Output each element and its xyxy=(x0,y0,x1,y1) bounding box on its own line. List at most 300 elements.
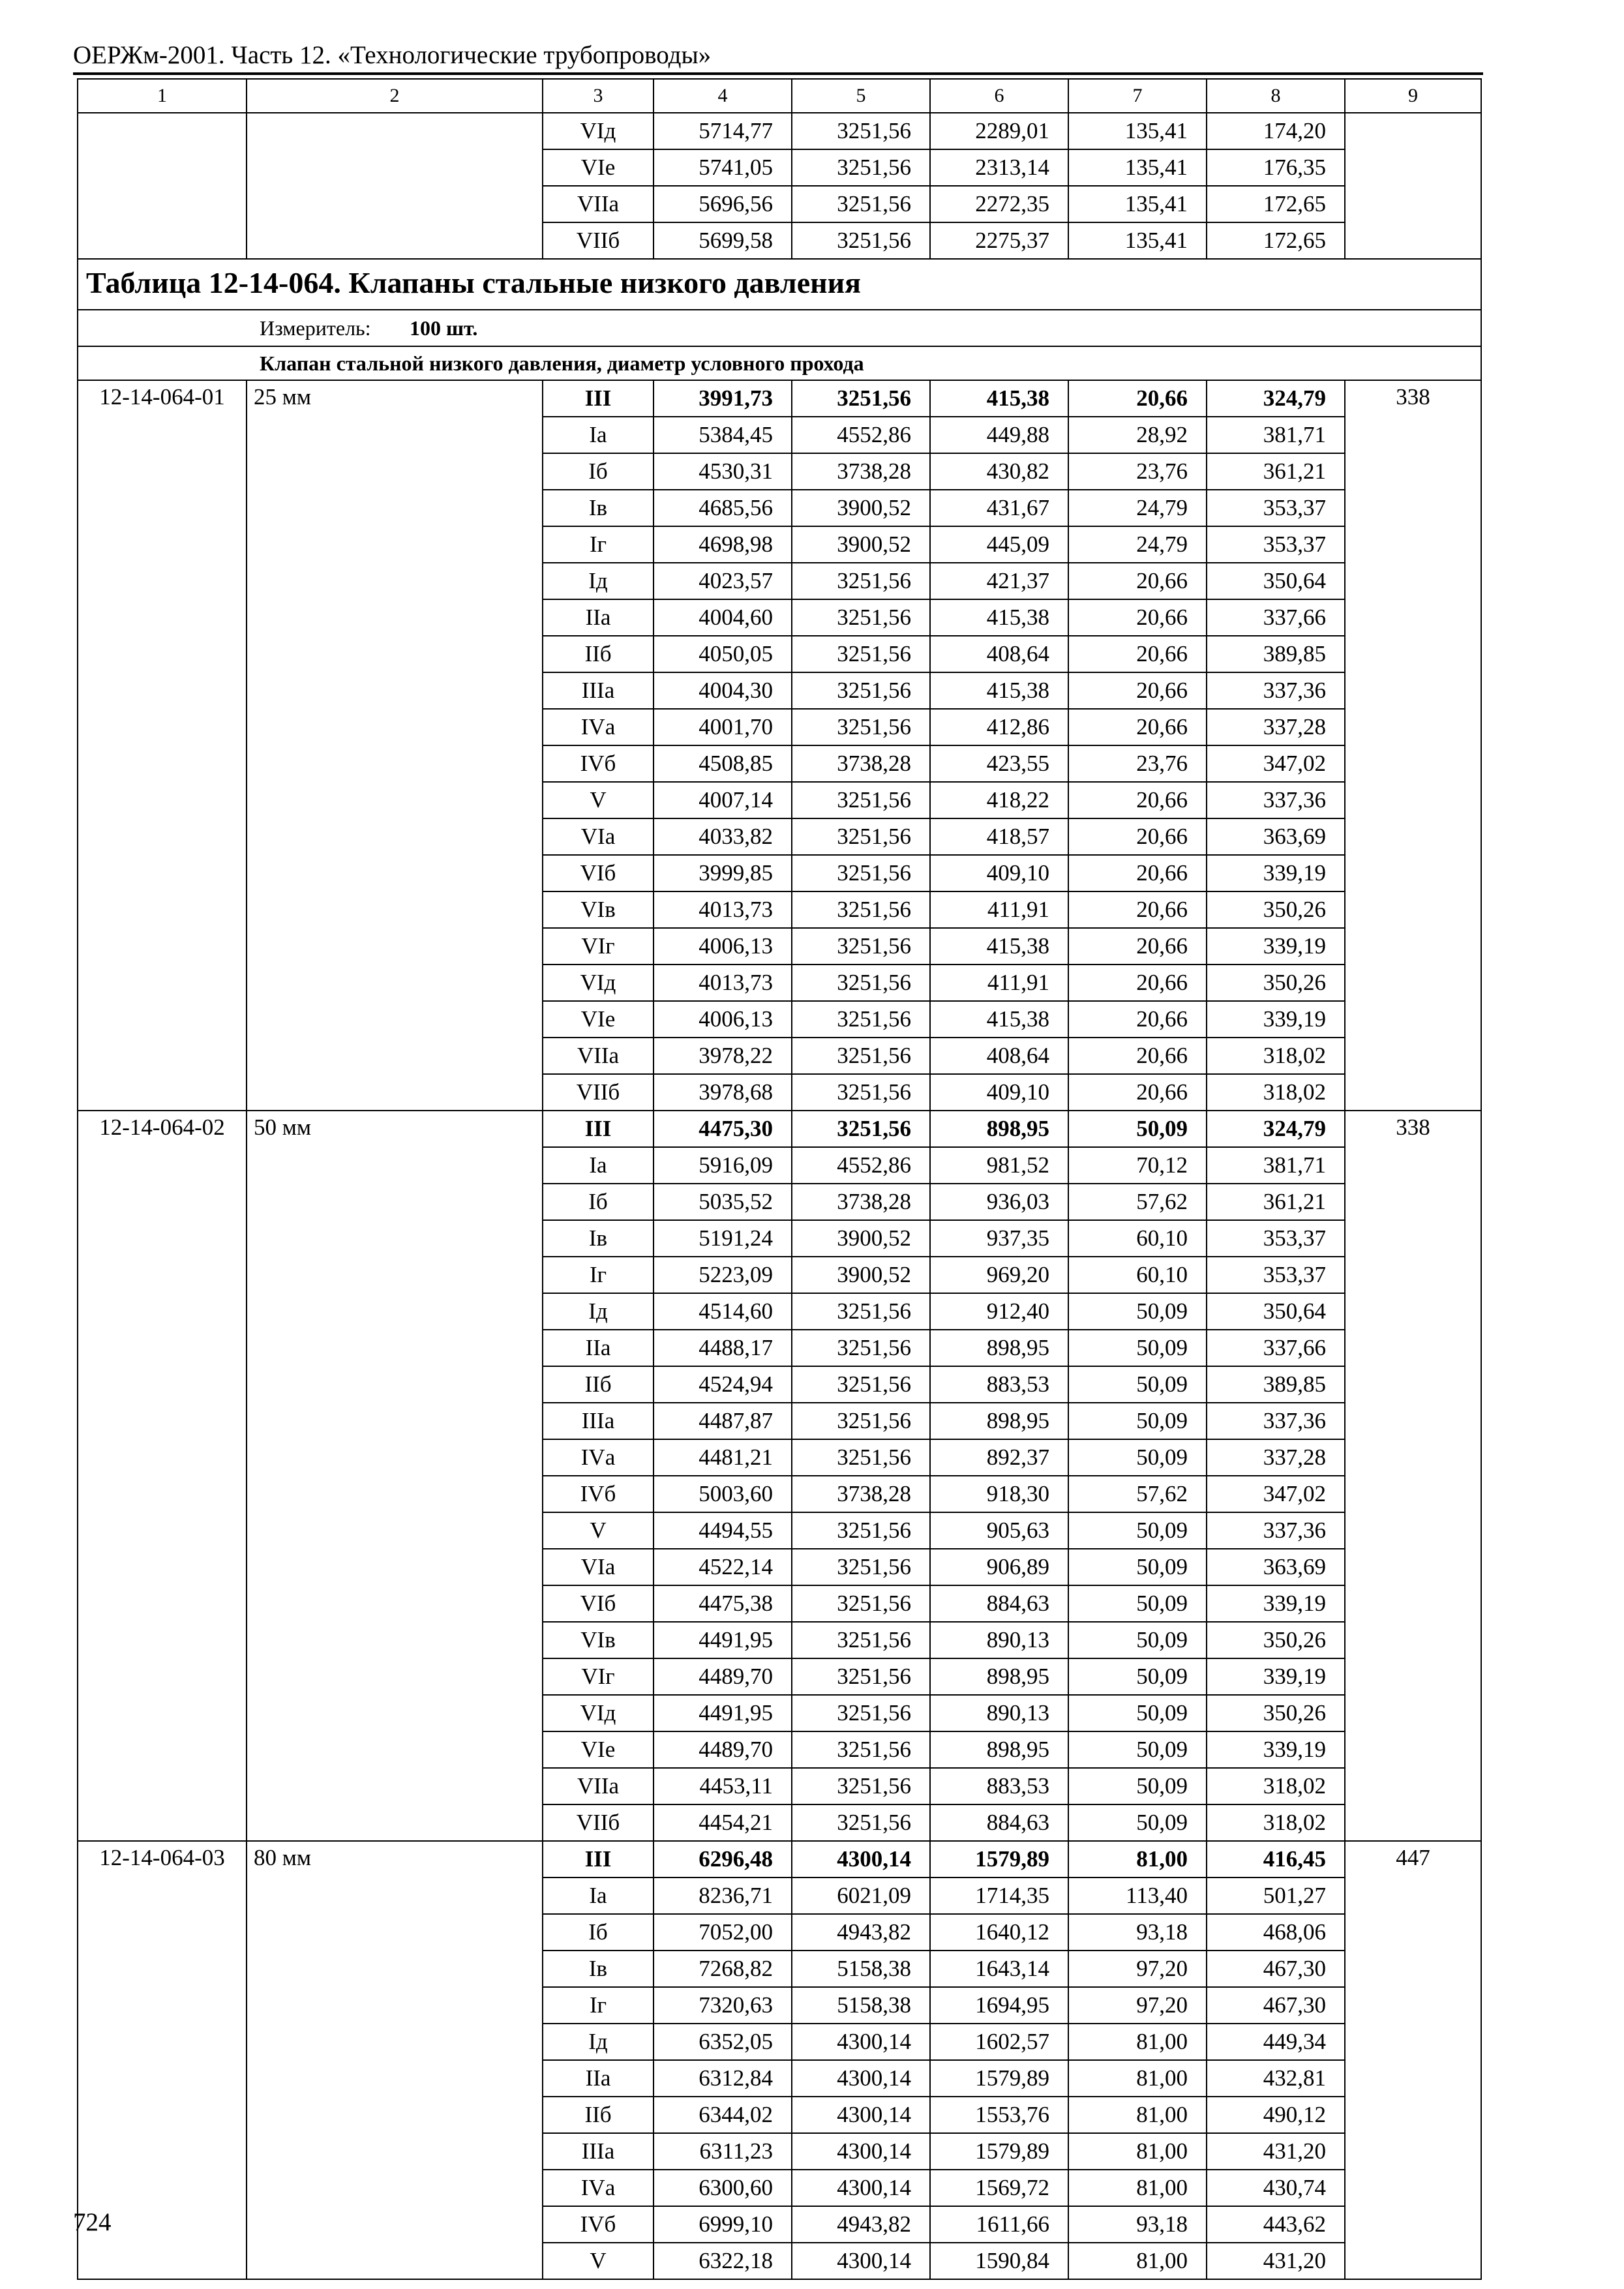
value-cell: 5158,38 xyxy=(792,1951,930,1987)
zone-cell: Iг xyxy=(543,1987,654,2024)
zone-cell: III xyxy=(543,1111,654,1147)
value-cell: 81,00 xyxy=(1068,2243,1207,2279)
value-cell: 898,95 xyxy=(930,1731,1068,1768)
zone-cell: VIг xyxy=(543,1658,654,1695)
header-rule xyxy=(73,72,1483,75)
value-cell: 4488,17 xyxy=(654,1330,792,1366)
value-cell: 353,37 xyxy=(1207,1257,1345,1293)
value-cell: 3251,56 xyxy=(792,380,930,417)
zone-cell: IIIа xyxy=(543,1403,654,1439)
value-cell: 172,65 xyxy=(1207,186,1345,222)
zone-cell: VIIа xyxy=(543,1768,654,1804)
zone-cell: Iд xyxy=(543,563,654,599)
zone-cell: IVа xyxy=(543,1439,654,1476)
value-cell: 415,38 xyxy=(930,672,1068,709)
value-cell: 50,09 xyxy=(1068,1658,1207,1695)
zone-cell: VIе xyxy=(543,1731,654,1768)
value-cell: 50,09 xyxy=(1068,1403,1207,1439)
value-cell: 337,36 xyxy=(1207,782,1345,818)
value-cell: 20,66 xyxy=(1068,1038,1207,1074)
value-cell: 884,63 xyxy=(930,1804,1068,1841)
value-cell: 3251,56 xyxy=(792,1403,930,1439)
value-cell: 6021,09 xyxy=(792,1878,930,1914)
zone-cell: VIа xyxy=(543,818,654,855)
value-cell: 918,30 xyxy=(930,1476,1068,1512)
value-cell: 4023,57 xyxy=(654,563,792,599)
value-cell: 50,09 xyxy=(1068,1622,1207,1658)
value-cell: 339,19 xyxy=(1207,1658,1345,1695)
value-cell: 6322,18 xyxy=(654,2243,792,2279)
value-cell: 50,09 xyxy=(1068,1585,1207,1622)
value-cell: 135,41 xyxy=(1068,149,1207,186)
value-cell: 337,66 xyxy=(1207,599,1345,636)
value-cell: 3991,73 xyxy=(654,380,792,417)
zone-cell: Iг xyxy=(543,526,654,563)
value-cell: 3251,56 xyxy=(792,965,930,1001)
zone-cell: Iг xyxy=(543,1257,654,1293)
value-cell: 4698,98 xyxy=(654,526,792,563)
value-cell: 4300,14 xyxy=(792,2133,930,2170)
value-cell: 20,66 xyxy=(1068,380,1207,417)
zone-cell: Iд xyxy=(543,2024,654,2060)
value-cell: 20,66 xyxy=(1068,1001,1207,1038)
value-cell: 3251,56 xyxy=(792,855,930,891)
value-cell: 5003,60 xyxy=(654,1476,792,1512)
zone-cell: VIд xyxy=(543,1695,654,1731)
column-number: 3 xyxy=(543,79,654,113)
value-cell: 4453,11 xyxy=(654,1768,792,1804)
value-cell: 411,91 xyxy=(930,891,1068,928)
value-cell: 3251,56 xyxy=(792,1111,930,1147)
value-cell: 1714,35 xyxy=(930,1878,1068,1914)
value-cell: 3251,56 xyxy=(792,1512,930,1549)
value-cell: 6999,10 xyxy=(654,2206,792,2243)
value-cell: 81,00 xyxy=(1068,2170,1207,2206)
value-cell: 318,02 xyxy=(1207,1074,1345,1111)
value-cell: 411,91 xyxy=(930,965,1068,1001)
value-cell: 3251,56 xyxy=(792,1622,930,1658)
running-header: ОЕРЖм-2001. Часть 12. «Технологические трубопроводы» xyxy=(73,41,712,69)
value-cell: 3251,56 xyxy=(792,222,930,259)
value-cell: 363,69 xyxy=(1207,818,1345,855)
value-cell: 1590,84 xyxy=(930,2243,1068,2279)
value-cell: 415,38 xyxy=(930,1001,1068,1038)
zone-cell: V xyxy=(543,1512,654,1549)
rate-code: 12-14-064-02 xyxy=(78,1111,247,1841)
subheading-row xyxy=(78,346,1481,380)
zone-cell: III xyxy=(543,1841,654,1878)
value-cell: 4685,56 xyxy=(654,490,792,526)
value-cell: 4475,30 xyxy=(654,1111,792,1147)
value-cell: 415,38 xyxy=(930,599,1068,636)
value-cell: 20,66 xyxy=(1068,928,1207,965)
value-cell: 337,66 xyxy=(1207,1330,1345,1366)
value-cell: 3978,68 xyxy=(654,1074,792,1111)
value-cell: 4001,70 xyxy=(654,709,792,745)
value-cell: 431,67 xyxy=(930,490,1068,526)
value-cell: 443,62 xyxy=(1207,2206,1345,2243)
unit-row xyxy=(78,310,1481,346)
value-cell: 6311,23 xyxy=(654,2133,792,2170)
zone-cell: IVб xyxy=(543,1476,654,1512)
value-cell: 892,37 xyxy=(930,1439,1068,1476)
value-cell: 5714,77 xyxy=(654,113,792,149)
value-cell: 20,66 xyxy=(1068,709,1207,745)
zone-cell: Iд xyxy=(543,1293,654,1330)
value-cell: 81,00 xyxy=(1068,2133,1207,2170)
zone-cell: VIг xyxy=(543,928,654,965)
value-cell: 361,21 xyxy=(1207,1184,1345,1220)
value-cell: 3251,56 xyxy=(792,928,930,965)
value-cell: 389,85 xyxy=(1207,1366,1345,1403)
value-cell: 23,76 xyxy=(1068,745,1207,782)
zone-cell: VIIб xyxy=(543,1074,654,1111)
value-cell: 5158,38 xyxy=(792,1987,930,2024)
value-cell: 4487,87 xyxy=(654,1403,792,1439)
value-cell: 981,52 xyxy=(930,1147,1068,1184)
zone-cell: VIв xyxy=(543,1622,654,1658)
value-cell: 4943,82 xyxy=(792,1914,930,1951)
col9-cell: 338 xyxy=(1345,1111,1481,1841)
value-cell: 3251,56 xyxy=(792,891,930,928)
value-cell: 174,20 xyxy=(1207,113,1345,149)
value-cell: 1643,14 xyxy=(930,1951,1068,1987)
value-cell: 4530,31 xyxy=(654,453,792,490)
column-number: 1 xyxy=(78,79,247,113)
value-cell: 883,53 xyxy=(930,1768,1068,1804)
value-cell: 4481,21 xyxy=(654,1439,792,1476)
table-row xyxy=(78,1841,1481,1878)
value-cell: 423,55 xyxy=(930,745,1068,782)
value-cell: 81,00 xyxy=(1068,2024,1207,2060)
value-cell: 70,12 xyxy=(1068,1147,1207,1184)
value-cell: 324,79 xyxy=(1207,380,1345,417)
value-cell: 3251,56 xyxy=(792,1658,930,1695)
value-cell: 361,21 xyxy=(1207,453,1345,490)
value-cell: 20,66 xyxy=(1068,1074,1207,1111)
zone-cell: IVа xyxy=(543,709,654,745)
value-cell: 339,19 xyxy=(1207,928,1345,965)
value-cell: 20,66 xyxy=(1068,965,1207,1001)
value-cell: 50,09 xyxy=(1068,1549,1207,1585)
value-cell: 468,06 xyxy=(1207,1914,1345,1951)
value-cell: 50,09 xyxy=(1068,1731,1207,1768)
zone-cell: IIб xyxy=(543,1366,654,1403)
zone-cell: IIа xyxy=(543,2060,654,2097)
value-cell: 4300,14 xyxy=(792,2097,930,2133)
value-cell: 339,19 xyxy=(1207,855,1345,891)
page-number: 724 xyxy=(73,2208,112,2236)
value-cell: 350,26 xyxy=(1207,891,1345,928)
zone-cell: IIб xyxy=(543,636,654,672)
value-cell: 412,86 xyxy=(930,709,1068,745)
value-cell: 20,66 xyxy=(1068,891,1207,928)
value-cell: 431,20 xyxy=(1207,2243,1345,2279)
value-cell: 1579,89 xyxy=(930,2133,1068,2170)
value-cell: 501,27 xyxy=(1207,1878,1345,1914)
value-cell: 23,76 xyxy=(1068,453,1207,490)
value-cell: 337,36 xyxy=(1207,672,1345,709)
value-cell: 415,38 xyxy=(930,380,1068,417)
value-cell: 4300,14 xyxy=(792,1841,930,1878)
value-cell: 20,66 xyxy=(1068,855,1207,891)
rate-name: 50 мм xyxy=(247,1111,543,1841)
col9-cell xyxy=(1345,113,1481,259)
column-number-row xyxy=(78,79,1481,113)
zone-cell: Iб xyxy=(543,453,654,490)
value-cell: 445,09 xyxy=(930,526,1068,563)
value-cell: 912,40 xyxy=(930,1293,1068,1330)
subheading: Клапан стальной низкого давления, диаметр условного прохода xyxy=(260,352,864,375)
value-cell: 937,35 xyxy=(930,1220,1068,1257)
value-cell: 135,41 xyxy=(1068,186,1207,222)
value-cell: 467,30 xyxy=(1207,1951,1345,1987)
value-cell: 1553,76 xyxy=(930,2097,1068,2133)
value-cell: 4454,21 xyxy=(654,1804,792,1841)
value-cell: 7320,63 xyxy=(654,1987,792,2024)
value-cell: 93,18 xyxy=(1068,2206,1207,2243)
value-cell: 5223,09 xyxy=(654,1257,792,1293)
col9-cell: 338 xyxy=(1345,380,1481,1111)
value-cell: 3251,56 xyxy=(792,563,930,599)
value-cell: 172,65 xyxy=(1207,222,1345,259)
value-cell: 50,09 xyxy=(1068,1366,1207,1403)
value-cell: 363,69 xyxy=(1207,1549,1345,1585)
zone-cell: Iа xyxy=(543,417,654,453)
value-cell: 906,89 xyxy=(930,1549,1068,1585)
value-cell: 2272,35 xyxy=(930,186,1068,222)
column-number: 5 xyxy=(792,79,930,113)
value-cell: 20,66 xyxy=(1068,599,1207,636)
value-cell: 3251,56 xyxy=(792,1001,930,1038)
value-cell: 4300,14 xyxy=(792,2170,930,2206)
value-cell: 3251,56 xyxy=(792,818,930,855)
value-cell: 97,20 xyxy=(1068,1987,1207,2024)
zone-cell: Iб xyxy=(543,1184,654,1220)
value-cell: 1611,66 xyxy=(930,2206,1068,2243)
value-cell: 4006,13 xyxy=(654,1001,792,1038)
value-cell: 20,66 xyxy=(1068,563,1207,599)
rate-name: 80 мм xyxy=(247,1841,543,2279)
value-cell: 381,71 xyxy=(1207,1147,1345,1184)
value-cell: 337,28 xyxy=(1207,709,1345,745)
table-title: Таблица 12-14-064. Клапаны стальные низкого давления xyxy=(86,266,862,299)
zone-cell: VIIб xyxy=(543,1804,654,1841)
value-cell: 4006,13 xyxy=(654,928,792,965)
value-cell: 318,02 xyxy=(1207,1038,1345,1074)
zone-cell: IIа xyxy=(543,1330,654,1366)
zone-cell: VIд xyxy=(543,965,654,1001)
value-cell: 5916,09 xyxy=(654,1147,792,1184)
value-cell: 50,09 xyxy=(1068,1512,1207,1549)
value-cell: 6300,60 xyxy=(654,2170,792,2206)
value-cell: 5741,05 xyxy=(654,149,792,186)
value-cell: 4300,14 xyxy=(792,2243,930,2279)
value-cell: 4300,14 xyxy=(792,2024,930,2060)
value-cell: 4050,05 xyxy=(654,636,792,672)
value-cell: 50,09 xyxy=(1068,1439,1207,1476)
value-cell: 3251,56 xyxy=(792,599,930,636)
unit-cell xyxy=(78,310,1481,346)
value-cell: 409,10 xyxy=(930,855,1068,891)
value-cell: 57,62 xyxy=(1068,1476,1207,1512)
value-cell: 3251,56 xyxy=(792,1585,930,1622)
value-cell: 339,19 xyxy=(1207,1585,1345,1622)
value-cell: 3738,28 xyxy=(792,1476,930,1512)
value-cell: 5191,24 xyxy=(654,1220,792,1257)
table-row xyxy=(78,113,1481,149)
value-cell: 20,66 xyxy=(1068,782,1207,818)
value-cell: 389,85 xyxy=(1207,636,1345,672)
code-cell xyxy=(78,113,247,259)
value-cell: 890,13 xyxy=(930,1695,1068,1731)
zone-cell: VIб xyxy=(543,855,654,891)
value-cell: 3251,56 xyxy=(792,149,930,186)
zone-cell: IIб xyxy=(543,2097,654,2133)
zone-cell: IIIа xyxy=(543,672,654,709)
value-cell: 24,79 xyxy=(1068,526,1207,563)
value-cell: 3251,56 xyxy=(792,1293,930,1330)
value-cell: 4552,86 xyxy=(792,417,930,453)
value-cell: 4475,38 xyxy=(654,1585,792,1622)
column-number: 2 xyxy=(247,79,543,113)
value-cell: 20,66 xyxy=(1068,636,1207,672)
zone-cell: VIе xyxy=(543,1001,654,1038)
value-cell: 8236,71 xyxy=(654,1878,792,1914)
value-cell: 3251,56 xyxy=(792,1549,930,1585)
value-cell: 50,09 xyxy=(1068,1111,1207,1147)
value-cell: 467,30 xyxy=(1207,1987,1345,2024)
value-cell: 353,37 xyxy=(1207,526,1345,563)
value-cell: 50,09 xyxy=(1068,1293,1207,1330)
value-cell: 5699,58 xyxy=(654,222,792,259)
zone-cell: VIб xyxy=(543,1585,654,1622)
value-cell: 81,00 xyxy=(1068,2060,1207,2097)
value-cell: 28,92 xyxy=(1068,417,1207,453)
value-cell: 324,79 xyxy=(1207,1111,1345,1147)
value-cell: 3251,56 xyxy=(792,1731,930,1768)
value-cell: 898,95 xyxy=(930,1111,1068,1147)
rate-code: 12-14-064-03 xyxy=(78,1841,247,2279)
value-cell: 1694,95 xyxy=(930,1987,1068,2024)
value-cell: 3251,56 xyxy=(792,1439,930,1476)
value-cell: 416,45 xyxy=(1207,1841,1345,1878)
unit-label: Измеритель: xyxy=(260,316,371,340)
value-cell: 3251,56 xyxy=(792,1038,930,1074)
value-cell: 449,34 xyxy=(1207,2024,1345,2060)
value-cell: 4524,94 xyxy=(654,1366,792,1403)
value-cell: 408,64 xyxy=(930,1038,1068,1074)
zone-cell: Iв xyxy=(543,1220,654,1257)
value-cell: 339,19 xyxy=(1207,1001,1345,1038)
value-cell: 6352,05 xyxy=(654,2024,792,2060)
value-cell: 3251,56 xyxy=(792,672,930,709)
value-cell: 3251,56 xyxy=(792,1695,930,1731)
value-cell: 3251,56 xyxy=(792,1330,930,1366)
zone-cell: III xyxy=(543,380,654,417)
value-cell: 418,57 xyxy=(930,818,1068,855)
value-cell: 3251,56 xyxy=(792,1768,930,1804)
value-cell: 936,03 xyxy=(930,1184,1068,1220)
value-cell: 421,37 xyxy=(930,563,1068,599)
value-cell: 1602,57 xyxy=(930,2024,1068,2060)
zone-cell: IVб xyxy=(543,2206,654,2243)
value-cell: 350,26 xyxy=(1207,1622,1345,1658)
table-title-cell xyxy=(78,259,1481,310)
zone-cell: VIа xyxy=(543,1549,654,1585)
value-cell: 135,41 xyxy=(1068,113,1207,149)
zone-cell: V xyxy=(543,782,654,818)
value-cell: 4007,14 xyxy=(654,782,792,818)
value-cell: 57,62 xyxy=(1068,1184,1207,1220)
value-cell: 353,37 xyxy=(1207,490,1345,526)
value-cell: 490,12 xyxy=(1207,2097,1345,2133)
zone-cell: VIв xyxy=(543,891,654,928)
value-cell: 350,26 xyxy=(1207,965,1345,1001)
value-cell: 4522,14 xyxy=(654,1549,792,1585)
value-cell: 1569,72 xyxy=(930,2170,1068,2206)
value-cell: 381,71 xyxy=(1207,417,1345,453)
zone-cell: VIе xyxy=(543,149,654,186)
zone-cell: VIIа xyxy=(543,1038,654,1074)
rates-table-body xyxy=(78,79,1481,2279)
value-cell: 4300,14 xyxy=(792,2060,930,2097)
value-cell: 3738,28 xyxy=(792,453,930,490)
value-cell: 4514,60 xyxy=(654,1293,792,1330)
value-cell: 3251,56 xyxy=(792,709,930,745)
value-cell: 3251,56 xyxy=(792,1366,930,1403)
zone-cell: IVа xyxy=(543,2170,654,2206)
value-cell: 449,88 xyxy=(930,417,1068,453)
column-number: 6 xyxy=(930,79,1068,113)
unit-value: 100 шт. xyxy=(410,316,478,340)
rate-code: 12-14-064-01 xyxy=(78,380,247,1111)
value-cell: 4491,95 xyxy=(654,1695,792,1731)
value-cell: 337,28 xyxy=(1207,1439,1345,1476)
value-cell: 409,10 xyxy=(930,1074,1068,1111)
value-cell: 3251,56 xyxy=(792,782,930,818)
value-cell: 2289,01 xyxy=(930,113,1068,149)
value-cell: 969,20 xyxy=(930,1257,1068,1293)
value-cell: 5384,45 xyxy=(654,417,792,453)
value-cell: 350,64 xyxy=(1207,563,1345,599)
zone-cell: Iб xyxy=(543,1914,654,1951)
value-cell: 50,09 xyxy=(1068,1330,1207,1366)
value-cell: 430,74 xyxy=(1207,2170,1345,2206)
value-cell: 2275,37 xyxy=(930,222,1068,259)
value-cell: 3900,52 xyxy=(792,526,930,563)
table-row xyxy=(78,1111,1481,1147)
value-cell: 337,36 xyxy=(1207,1403,1345,1439)
value-cell: 898,95 xyxy=(930,1658,1068,1695)
value-cell: 3251,56 xyxy=(792,1804,930,1841)
value-cell: 3251,56 xyxy=(792,636,930,672)
value-cell: 4013,73 xyxy=(654,891,792,928)
value-cell: 350,26 xyxy=(1207,1695,1345,1731)
zone-cell: IVб xyxy=(543,745,654,782)
table-row xyxy=(78,380,1481,417)
value-cell: 176,35 xyxy=(1207,149,1345,186)
rates-table xyxy=(77,78,1482,2280)
value-cell: 50,09 xyxy=(1068,1695,1207,1731)
value-cell: 7052,00 xyxy=(654,1914,792,1951)
value-cell: 4489,70 xyxy=(654,1731,792,1768)
value-cell: 4508,85 xyxy=(654,745,792,782)
col9-cell: 447 xyxy=(1345,1841,1481,2279)
value-cell: 3999,85 xyxy=(654,855,792,891)
zone-cell: VIIб xyxy=(543,222,654,259)
value-cell: 432,81 xyxy=(1207,2060,1345,2097)
